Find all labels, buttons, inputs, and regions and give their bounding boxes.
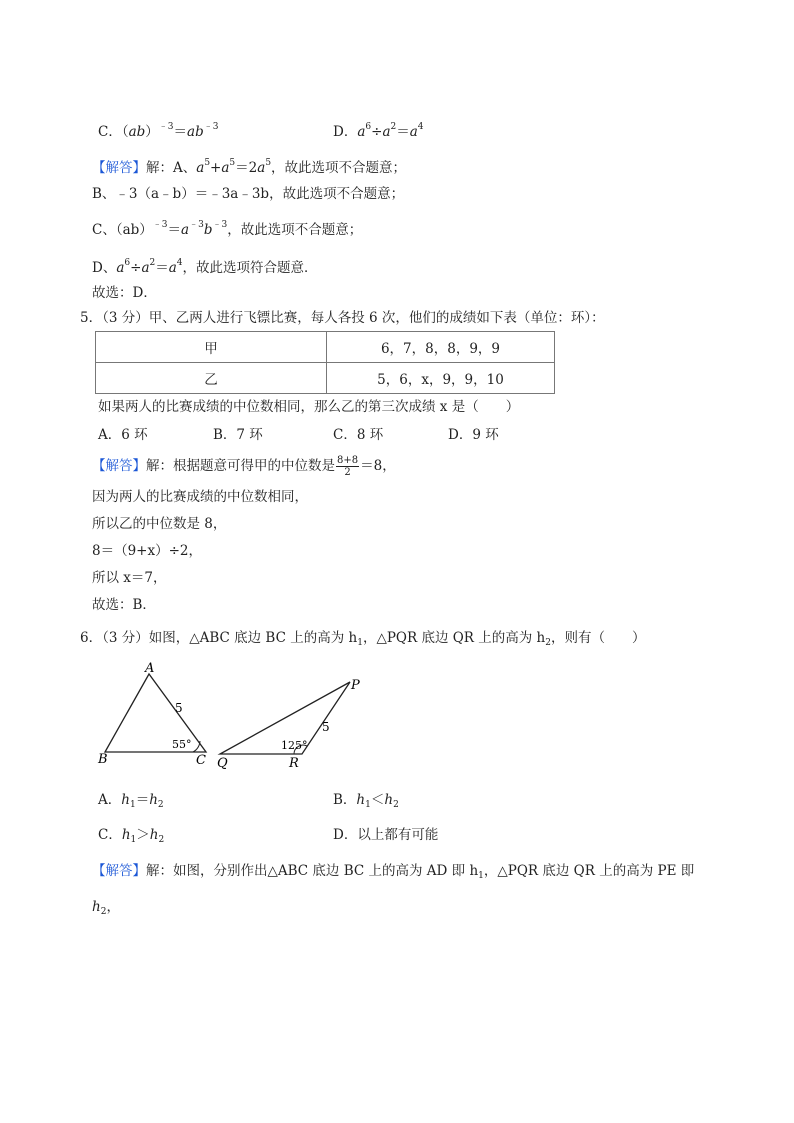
subscript: 1 xyxy=(129,800,136,810)
q6-option-c xyxy=(98,826,164,849)
exponent: 5 xyxy=(265,158,272,168)
q5-option-c: C．8 环 xyxy=(333,427,384,443)
operator: ＜ xyxy=(370,792,385,808)
text: 解：A、 xyxy=(146,160,197,176)
text: ， xyxy=(106,899,120,915)
operator: ＞ xyxy=(136,827,150,843)
math-var: a xyxy=(382,124,391,140)
math-var: a xyxy=(141,260,150,276)
plus: + xyxy=(210,160,222,176)
divide: ÷ xyxy=(130,260,142,276)
math-var: a xyxy=(181,222,190,238)
math-var: h xyxy=(121,827,131,843)
q5-option-a: A．6 环 xyxy=(98,427,148,443)
math-var: a xyxy=(196,160,205,176)
equals: ＝ xyxy=(396,124,410,140)
player-name: 甲 xyxy=(96,332,327,363)
math-var: a xyxy=(357,124,366,140)
text: 6．（3 分）如图，△ABC 底边 BC 上的高为 h xyxy=(80,630,358,646)
math-var: h xyxy=(149,827,159,843)
fraction-denominator: 2 xyxy=(344,467,351,478)
text: 解：如图，分别作出△ABC 底边 BC 上的高为 AD 即 h xyxy=(146,863,479,879)
q4-solution-line-2: B、﹣3（a﹣b）＝﹣3a﹣3b，故此选项不合题意； xyxy=(92,186,405,202)
q5-solution-line: 所以 x＝7， xyxy=(92,570,167,586)
text: 解：根据题意可得甲的中位数是 xyxy=(146,458,335,474)
vertex-label-p: P xyxy=(351,678,360,693)
exponent: ﹣3 xyxy=(212,220,228,230)
player-name: 乙 xyxy=(96,363,327,394)
exponent: 4 xyxy=(417,122,424,132)
text: ，△PQR 底边 QR 上的高为 h xyxy=(362,630,546,646)
subscript: 1 xyxy=(130,835,137,845)
equals: ＝2 xyxy=(235,160,258,176)
q5-option-b: B．7 环 xyxy=(213,427,263,443)
vertex-label-b: B xyxy=(98,752,108,767)
math-var: a xyxy=(409,124,418,140)
q5-stem: 5．（3 分）甲、乙两人进行飞镖比赛，每人各投 6 次，他们的成绩如下表（单位：环）： xyxy=(80,310,605,326)
paren: ） xyxy=(145,124,159,140)
subscript: 1 xyxy=(357,638,363,648)
operator: ＝ xyxy=(135,792,150,808)
exponent: ﹣3 xyxy=(152,220,168,230)
subscript: 2 xyxy=(393,800,399,810)
option-label: B． xyxy=(333,792,357,808)
math-var: h xyxy=(384,792,394,808)
subscript: 2 xyxy=(545,638,551,648)
q6-option-d: D．以上都有可能 xyxy=(333,827,439,843)
q5-answer: 故选：B． xyxy=(92,597,156,613)
q5-question: 如果两人的比赛成绩的中位数相同，那么乙的第三次成绩 x 是（ ） xyxy=(98,399,520,415)
math-var: h xyxy=(356,792,366,808)
math-var: h xyxy=(121,792,130,808)
math-var: h xyxy=(92,899,101,915)
math-var: ab xyxy=(128,124,146,140)
angle-label-c: 55° xyxy=(172,738,192,751)
subscript: 2 xyxy=(157,800,164,810)
equals: ＝ xyxy=(173,124,188,140)
text: ，故此选项符合题意． xyxy=(182,260,318,276)
exponent: 6 xyxy=(365,122,372,132)
exponent: ﹣3 xyxy=(189,220,204,230)
vertex-label-c: C xyxy=(196,753,206,768)
option-label: A． xyxy=(98,792,122,808)
text: ，△PQR 底边 QR 上的高为 PE 即 xyxy=(483,863,695,879)
exponent: 6 xyxy=(124,258,131,268)
q5-solution-line: 8＝（9+x）÷2， xyxy=(92,543,203,559)
q5-solution-line: 因为两人的比赛成绩的中位数相同， xyxy=(92,489,308,505)
fraction-numerator: 8+8 xyxy=(337,455,359,466)
exponent: 5 xyxy=(204,158,211,168)
math-var: a xyxy=(168,260,177,276)
math-var: a xyxy=(116,260,125,276)
solution-tag: 【解答】 xyxy=(92,458,146,474)
divide: ÷ xyxy=(371,124,383,140)
text: D、 xyxy=(92,260,117,276)
text: ，故此选项不合题意； xyxy=(271,160,407,176)
q6-solution-line-2 xyxy=(92,898,120,921)
vertex-label-a: A xyxy=(145,661,155,676)
vertex-label-r: R xyxy=(289,756,299,771)
q5-option-d: D．9 环 xyxy=(448,427,499,443)
solution-tag: 【解答】 xyxy=(92,863,146,879)
q6-option-b xyxy=(333,791,399,814)
subscript: 1 xyxy=(478,871,484,881)
q5-solution-line: 所以乙的中位数是 8， xyxy=(92,516,227,532)
subscript: 1 xyxy=(365,800,371,810)
option-label: C． xyxy=(98,827,122,843)
player-scores: 6，7，8，8，9，9 xyxy=(327,332,555,363)
option-label: C．（ xyxy=(98,124,129,140)
math-var: a xyxy=(221,160,230,176)
q6-solution-line-1 xyxy=(92,862,694,885)
math-var: h xyxy=(149,792,158,808)
subscript: 2 xyxy=(100,907,107,917)
q6-option-a xyxy=(98,791,164,814)
vertex-label-q: Q xyxy=(217,756,228,771)
q4-answer: 故选：D． xyxy=(92,285,157,301)
equals: ＝ xyxy=(155,260,169,276)
text: C、（ab） xyxy=(92,222,153,238)
exponent: 2 xyxy=(149,258,156,268)
side-label-ac: 5 xyxy=(175,701,183,715)
player-scores: 5，6，x，9，9，10 xyxy=(327,363,555,394)
math-var: ab xyxy=(187,124,204,140)
math-var: b xyxy=(203,222,213,238)
text: ，则有（ ） xyxy=(550,630,646,646)
text: ，故此选项不合题意； xyxy=(227,222,363,238)
solution-tag: 【解答】 xyxy=(92,160,146,176)
side-label-pr: 5 xyxy=(322,720,330,734)
angle-label-r: 125° xyxy=(281,739,308,752)
equals: ＝ xyxy=(167,222,182,238)
subscript: 2 xyxy=(158,835,165,845)
math-var: a xyxy=(257,160,266,176)
option-label: D． xyxy=(333,124,358,140)
exponent: 2 xyxy=(390,122,397,132)
exponent: 4 xyxy=(176,258,183,268)
exponent: ﹣3 xyxy=(158,122,174,132)
text: ＝8， xyxy=(360,458,396,474)
exponent: ﹣3 xyxy=(203,122,219,132)
exponent: 5 xyxy=(229,158,236,168)
